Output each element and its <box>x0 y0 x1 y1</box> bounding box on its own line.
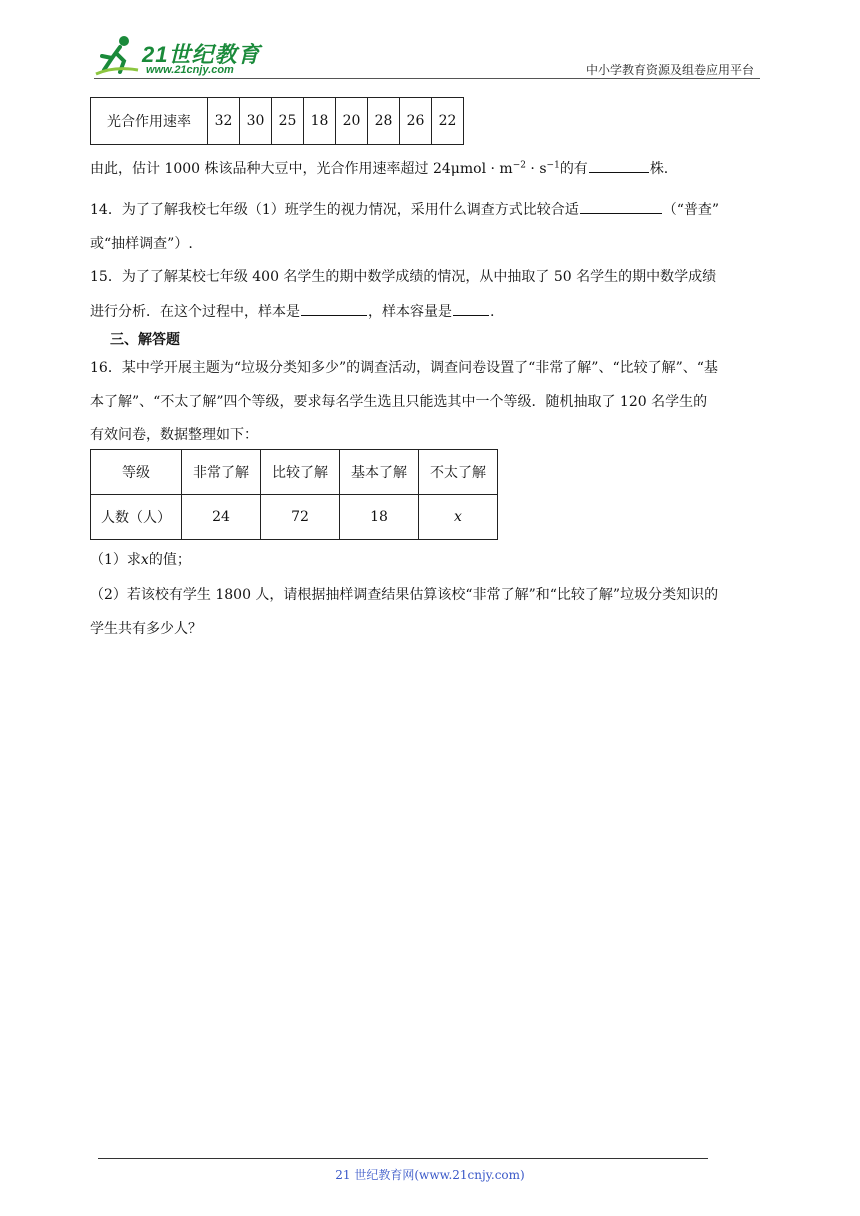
site-logo <box>94 34 264 80</box>
table-header-cell: 光合作用速率 <box>91 98 208 145</box>
superscript: −2 <box>512 160 526 171</box>
header-divider <box>94 78 760 79</box>
answer-blank[interactable] <box>453 314 489 316</box>
text: （1）求 <box>90 552 141 568</box>
table-row <box>91 495 498 540</box>
text: 14．为了了解我校七年级（1）班学生的视力情况，采用什么调查方式比较合适 <box>90 202 579 218</box>
question-16-line2: 本了解”、“不太了解”四个等级，要求每名学生选且只能选其中一个等级．随机抽取了 120 名学生的 <box>90 394 708 410</box>
answer-blank[interactable] <box>589 171 649 173</box>
question-16-line1: 16．某中学开展主题为“垃圾分类知多少”的调查活动，调查问卷设置了“非常了解”、“比较了解”、“基 <box>90 360 718 376</box>
table-cell: 20 <box>336 98 368 145</box>
table-cell: 25 <box>272 98 304 145</box>
table-cell: 28 <box>368 98 400 145</box>
section-heading: 三、解答题 <box>110 332 180 348</box>
photosynthesis-rate-table <box>90 97 464 145</box>
question-14-line2: 或“抽样调查”）. <box>90 236 193 252</box>
answer-blank[interactable] <box>301 314 367 316</box>
question-16-part2-line1: （2）若该校有学生 1800 人，请根据抽样调查结果估算该校“非常了解”和“比较了解”垃圾分类知识的 <box>90 587 719 603</box>
table-cell: 26 <box>400 98 432 145</box>
text: 进行分析．在这个过程中，样本是 <box>90 304 300 320</box>
text: 的有 <box>559 161 588 177</box>
text: 株. <box>649 161 669 177</box>
table-row-label: 人数（人） <box>91 495 182 540</box>
text: （“普查” <box>662 202 720 218</box>
table-cell: 24 <box>182 495 261 540</box>
table-cell: 18 <box>304 98 336 145</box>
table-cell: 72 <box>261 495 340 540</box>
table-header-cell: 不太了解 <box>419 450 498 495</box>
question-16-part1 <box>90 549 191 569</box>
question-13-conclusion <box>90 158 668 178</box>
text: 的值； <box>148 552 191 568</box>
table-header-cell: 比较了解 <box>261 450 340 495</box>
superscript: −1 <box>546 160 560 171</box>
footer-text: 21 世纪教育网(www.21cnjy.com) <box>335 1168 525 1182</box>
logo-text: 21世纪教育 <box>142 42 261 67</box>
question-14-line1 <box>90 199 719 219</box>
question-15-line1: 15．为了了解某校七年级 400 名学生的期中数学成绩的情况，从中抽取了 50 名学生的期中数学成绩 <box>90 269 717 285</box>
logo-url: www.21cnjy.com <box>146 64 234 76</box>
footer-divider <box>98 1158 708 1159</box>
question-16-part2-line2: 学生共有多少人？ <box>90 621 202 637</box>
question-16-line3: 有效问卷，数据整理如下： <box>90 427 258 443</box>
table-header-cell: 基本了解 <box>340 450 419 495</box>
table-cell: x <box>419 495 498 540</box>
text: 由此，估计 1000 株该品种大豆中，光合作用速率超过 24μmol · m <box>90 161 513 177</box>
text: · s <box>525 161 547 177</box>
table-header-cell: 非常了解 <box>182 450 261 495</box>
table-row <box>91 450 498 495</box>
variable: x <box>140 552 149 568</box>
header-platform-title: 中小学教育资源及组卷应用平台 <box>585 63 754 77</box>
table-cell: 22 <box>432 98 464 145</box>
question-15-line2 <box>90 301 494 321</box>
table-header-cell: 等级 <box>91 450 182 495</box>
text: ，样本容量是 <box>368 304 452 320</box>
table-row <box>91 98 464 145</box>
text: . <box>490 304 495 320</box>
answer-blank[interactable] <box>580 212 662 214</box>
awareness-level-table <box>90 449 498 540</box>
table-cell: 32 <box>208 98 240 145</box>
table-cell: 30 <box>240 98 272 145</box>
table-cell: 18 <box>340 495 419 540</box>
runner-logo-icon <box>94 34 140 78</box>
